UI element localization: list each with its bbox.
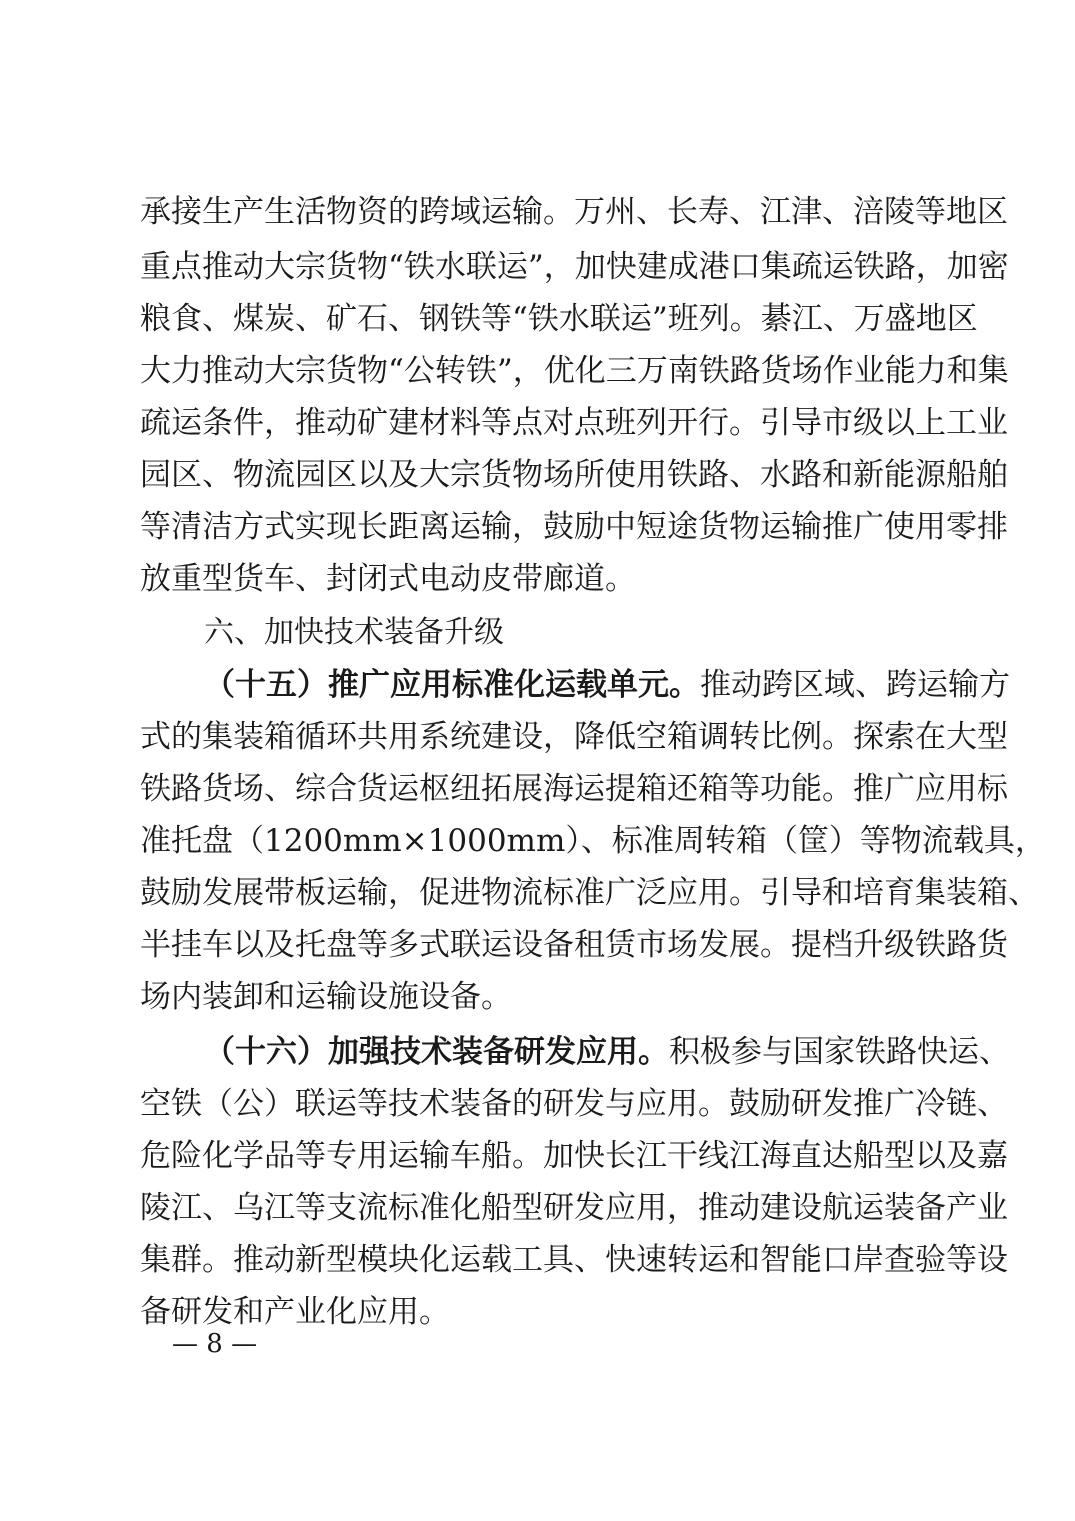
paragraph-line: 粮食、煤炭、矿石、钢铁等“铁水联运”班列。綦江、万盛地区 (140, 301, 978, 337)
item-16-first-text: 积极参与国家铁路快运、 (669, 1034, 1010, 1070)
paragraph-line: 园区、物流园区以及大宗货物场所使用铁路、水路和新能源船舶 (140, 457, 1008, 493)
paragraph-line: 式的集装箱循环共用系统建设，降低空箱调转比例。探索在大型 (140, 719, 1008, 755)
paragraph-line: 铁路货场、综合货运枢纽拓展海运提箱还箱等功能。推广应用标 (140, 771, 1008, 807)
paragraph-line: 放重型货车、封闭式电动皮带廊道。 (140, 561, 636, 597)
paragraph-line: 空铁（公）联运等技术装备的研发与应用。鼓励研发推广冷链、 (140, 1086, 1008, 1122)
page-number: — 8 — (172, 1329, 258, 1359)
item-15-title: （十五）推广应用标准化运载单元。 (204, 667, 700, 703)
item-15-first-text: 推动跨区域、跨运输方 (700, 667, 1010, 703)
item-15-first-line (204, 662, 1010, 708)
paragraph-line: 危险化学品等专用运输车船。加快长江干线江海直达船型以及嘉 (140, 1138, 1008, 1174)
paragraph-line: 准托盘（1200mm×1000mm）、标准周转箱（筐）等物流载具， (140, 823, 1046, 859)
paragraph-line: 集群。推动新型模块化运载工具、快速转运和智能口岸查验等设 (140, 1242, 1008, 1278)
paragraph-line: 等清洁方式实现长距离运输，鼓励中短途货物运输推广使用零排 (140, 509, 1008, 545)
section-heading: 六、加快技术装备升级 (204, 615, 504, 650)
paragraph-line: 半挂车以及托盘等多式联运设备租赁市场发展。提档升级铁路货 (140, 927, 1008, 963)
item-16-title: （十六）加强技术装备研发应用。 (204, 1034, 669, 1070)
paragraph-line: 疏运条件，推动矿建材料等点对点班列开行。引导市级以上工业 (140, 405, 1008, 441)
item-16-first-line (204, 1029, 1010, 1075)
paragraph-line: 承接生产生活物资的跨域运输。万州、长寿、江津、涪陵等地区 (140, 194, 1008, 230)
paragraph-line: 重点推动大宗货物“铁水联运”，加快建成港口集疏运铁路，加密 (140, 249, 1009, 285)
paragraph-line: 备研发和产业化应用。 (140, 1294, 450, 1330)
paragraph-line: 鼓励发展带板运输，促进物流标准广泛应用。引导和培育集装箱、 (140, 875, 1039, 911)
paragraph-line: 场内装卸和运输设施设备。 (140, 979, 512, 1015)
paragraph-line: 大力推动大宗货物“公转铁”，优化三万南铁路货场作业能力和集 (140, 353, 1009, 389)
paragraph-line: 陵江、乌江等支流标准化船型研发应用，推动建设航运装备产业 (140, 1190, 1008, 1226)
